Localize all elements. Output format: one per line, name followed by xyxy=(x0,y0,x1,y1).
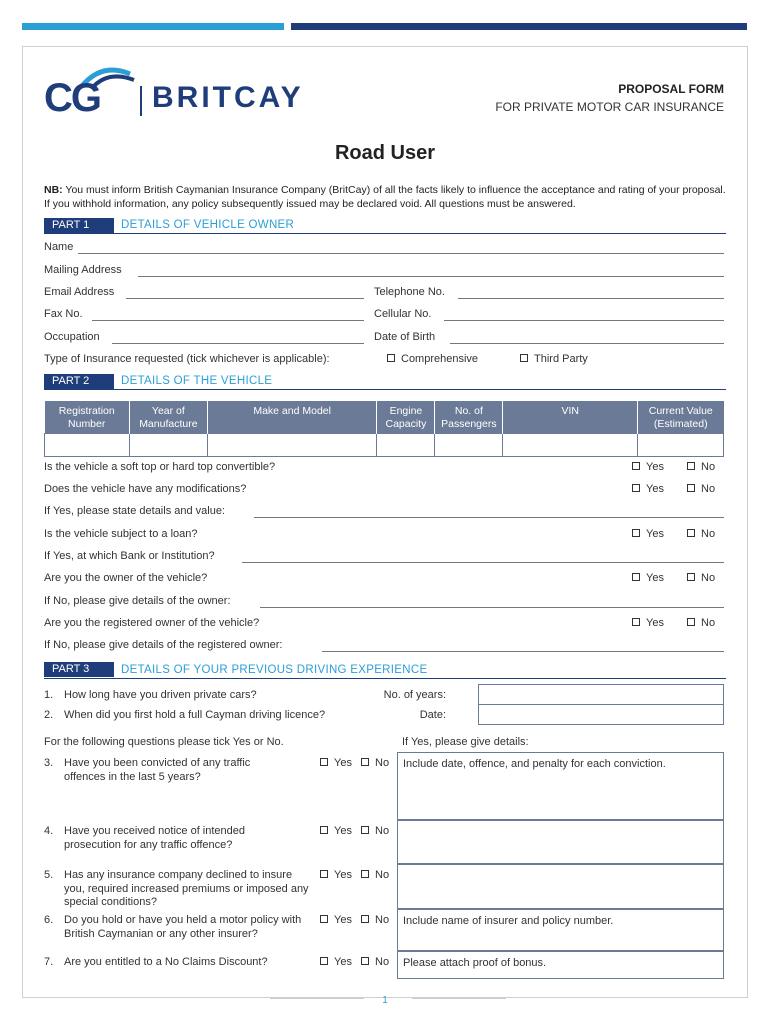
years-label: No. of years: xyxy=(383,689,446,701)
part3-label: PART 3 xyxy=(44,662,114,677)
owner-no[interactable]: No xyxy=(687,572,715,584)
checkbox[interactable] xyxy=(361,915,369,923)
checkbox[interactable] xyxy=(361,826,369,834)
years-input[interactable] xyxy=(478,684,724,705)
q6-yes[interactable]: Yes xyxy=(320,914,352,926)
q2-number: 2. xyxy=(44,709,54,721)
part3-title: DETAILS OF YOUR PREVIOUS DRIVING EXPERIENCE xyxy=(121,664,428,676)
registration-cell[interactable] xyxy=(45,433,130,456)
telephone-field[interactable] xyxy=(458,298,724,299)
part3-rule xyxy=(44,678,726,679)
make-model-cell[interactable] xyxy=(207,433,377,456)
yes-no-instructions: For the following questions please tick Yes or No. xyxy=(44,736,284,748)
checkbox[interactable] xyxy=(320,915,328,923)
checkbox[interactable] xyxy=(632,462,640,470)
mod-details-field[interactable] xyxy=(254,517,724,518)
q4-number: 4. xyxy=(44,825,54,837)
mailing-address-field[interactable] xyxy=(138,276,724,277)
checkbox[interactable] xyxy=(361,957,369,965)
q7-detail-hint: Please attach proof of bonus. xyxy=(403,957,547,969)
form-subtitle: FOR PRIVATE MOTOR CAR INSURANCE xyxy=(495,100,724,114)
notice-label: NB: xyxy=(44,184,63,196)
occupation-label: Occupation xyxy=(44,331,100,343)
q5-details-box[interactable] xyxy=(397,864,724,909)
licence-date-input[interactable] xyxy=(478,704,724,725)
q5-number: 5. xyxy=(44,869,54,881)
q3-yes[interactable]: Yes xyxy=(320,757,352,769)
vehicle-details-table xyxy=(44,401,724,457)
convertible-no[interactable]: No xyxy=(687,461,715,473)
q4-details-box[interactable] xyxy=(397,820,724,864)
q1-number: 1. xyxy=(44,689,54,701)
col-year: Year of Manufacture xyxy=(129,401,207,433)
vehicle-table-row xyxy=(45,433,724,456)
bank-field[interactable] xyxy=(242,562,724,563)
part1-rule xyxy=(44,233,726,234)
q5-no[interactable]: No xyxy=(361,869,389,881)
q7-details-box[interactable] xyxy=(397,951,724,979)
date-label: Date: xyxy=(419,709,446,721)
q7-no[interactable]: No xyxy=(361,956,389,968)
checkbox[interactable] xyxy=(632,573,640,581)
checkbox[interactable] xyxy=(632,484,640,492)
notice-body: You must inform British Caymanian Insurance Company (BritCay) of all the facts likely to influence the acceptance and rating of your proposal. If you withhold information, any policy subsequently issued may be declared void. All questions must be answered. xyxy=(44,184,726,210)
checkbox[interactable] xyxy=(320,758,328,766)
part1-title: DETAILS OF VEHICLE OWNER xyxy=(121,219,295,231)
q6-no[interactable]: No xyxy=(361,914,389,926)
passengers-cell[interactable] xyxy=(435,433,503,456)
britcay-logo xyxy=(44,64,334,122)
notice-text xyxy=(44,184,726,211)
top-accent-bar-light xyxy=(22,23,284,30)
q5-text: Has any insurance company declined to insure you, required increased premiums or imposed any special conditions? xyxy=(64,869,309,908)
mailing-address-label: Mailing Address xyxy=(44,264,122,276)
part2-title: DETAILS OF THE VEHICLE xyxy=(121,375,273,387)
loan-yes[interactable]: Yes xyxy=(632,528,664,540)
telephone-label: Telephone No. xyxy=(374,286,445,298)
page-title: Road User xyxy=(334,142,436,164)
insurance-type-label: Type of Insurance requested (tick whichever is applicable): xyxy=(44,353,330,365)
q-registered-details: If No, please give details of the registered owner: xyxy=(44,639,283,651)
q7-number: 7. xyxy=(44,956,54,968)
owner-yes[interactable]: Yes xyxy=(632,572,664,584)
col-value: Current Value (Estimated) xyxy=(638,401,724,433)
q3-number: 3. xyxy=(44,757,54,769)
checkbox[interactable] xyxy=(361,870,369,878)
vin-cell[interactable] xyxy=(503,433,638,456)
registered-yes[interactable]: Yes xyxy=(632,617,664,629)
loan-no[interactable]: No xyxy=(687,528,715,540)
checkbox[interactable] xyxy=(320,957,328,965)
owner-details-field[interactable] xyxy=(260,607,724,608)
logo-divider xyxy=(140,86,142,116)
dob-field[interactable] xyxy=(450,343,724,344)
logo-brand: BRITCAY xyxy=(152,81,304,114)
q6-detail-hint: Include name of insurer and policy number. xyxy=(403,915,614,927)
comprehensive-checkbox[interactable] xyxy=(387,354,395,362)
part1-label: PART 1 xyxy=(44,218,114,233)
q4-no[interactable]: No xyxy=(361,825,389,837)
checkbox[interactable] xyxy=(687,462,695,470)
q6-text: Do you hold or have you held a motor policy with British Caymanian or any other insurer? xyxy=(64,914,302,940)
q3-detail-hint: Include date, offence, and penalty for each conviction. xyxy=(403,758,666,770)
comprehensive-option[interactable]: Comprehensive xyxy=(387,353,478,365)
engine-cell[interactable] xyxy=(377,433,435,456)
cellular-field[interactable] xyxy=(444,320,724,321)
q7-text: Are you entitled to a No Claims Discount? xyxy=(64,956,268,968)
part2-rule xyxy=(44,389,726,390)
name-label: Name xyxy=(44,241,74,253)
col-registration: Registration Number xyxy=(45,401,130,433)
name-field[interactable] xyxy=(78,253,724,254)
q-bank: If Yes, at which Bank or Institution? xyxy=(44,550,215,562)
modifications-no[interactable]: No xyxy=(687,483,715,495)
q4-text: Have you received notice of intended prosecution for any traffic offence? xyxy=(64,825,246,851)
q-convertible: Is the vehicle a soft top or hard top convertible? xyxy=(44,461,276,473)
q1-text: How long have you driven private cars? xyxy=(64,689,257,701)
q3-text: Have you been convicted of any traffic offences in the last 5 years? xyxy=(64,757,251,783)
email-label: Email Address xyxy=(44,286,115,298)
third-party-checkbox[interactable] xyxy=(520,354,528,362)
checkbox[interactable] xyxy=(632,618,640,626)
checkbox[interactable] xyxy=(687,618,695,626)
email-field[interactable] xyxy=(126,298,364,299)
q-registered: Are you the registered owner of the vehicle? xyxy=(44,617,260,629)
checkbox[interactable] xyxy=(320,826,328,834)
col-vin: VIN xyxy=(503,401,638,433)
q3-no[interactable]: No xyxy=(361,757,389,769)
col-engine: Engine Capacity xyxy=(377,401,435,433)
registered-no[interactable]: No xyxy=(687,617,715,629)
part2-label: PART 2 xyxy=(44,374,114,389)
registered-details-field[interactable] xyxy=(322,651,724,652)
q-loan: Is the vehicle subject to a loan? xyxy=(44,528,198,540)
convertible-yes[interactable]: Yes xyxy=(632,461,664,473)
checkbox[interactable] xyxy=(687,573,695,581)
cellular-label: Cellular No. xyxy=(374,308,432,320)
year-cell[interactable] xyxy=(129,433,207,456)
checkbox[interactable] xyxy=(632,529,640,537)
dob-label: Date of Birth xyxy=(374,331,436,343)
q6-number: 6. xyxy=(44,914,54,926)
q6-details-box[interactable] xyxy=(397,909,724,951)
value-cell[interactable] xyxy=(638,433,724,456)
q7-yes[interactable]: Yes xyxy=(320,956,352,968)
q2-text: When did you first hold a full Cayman driving licence? xyxy=(64,709,326,721)
modifications-yes[interactable]: Yes xyxy=(632,483,664,495)
third-party-option[interactable]: Third Party xyxy=(520,353,588,365)
q4-yes[interactable]: Yes xyxy=(320,825,352,837)
col-make-model: Make and Model xyxy=(207,401,377,433)
details-header: If Yes, please give details: xyxy=(402,736,529,748)
page-number: 1 xyxy=(382,995,388,1006)
top-accent-bar-dark xyxy=(291,23,747,30)
checkbox[interactable] xyxy=(687,529,695,537)
vehicle-table-header xyxy=(45,401,724,433)
q5-yes[interactable]: Yes xyxy=(320,869,352,881)
q-modifications: Does the vehicle have any modifications? xyxy=(44,483,247,495)
checkbox[interactable] xyxy=(320,870,328,878)
checkbox[interactable] xyxy=(687,484,695,492)
q-mod-details: If Yes, please state details and value: xyxy=(44,505,226,517)
q-owner-details: If No, please give details of the owner: xyxy=(44,595,231,607)
q-owner: Are you the owner of the vehicle? xyxy=(44,572,208,584)
fax-label: Fax No. xyxy=(44,308,83,320)
form-title: PROPOSAL FORM xyxy=(618,82,724,96)
q3-details-box[interactable] xyxy=(397,752,724,820)
fax-field[interactable] xyxy=(92,320,364,321)
logo-cg: CG xyxy=(44,76,100,120)
col-passengers: No. of Passengers xyxy=(435,401,503,433)
checkbox[interactable] xyxy=(361,758,369,766)
occupation-field[interactable] xyxy=(112,343,364,344)
